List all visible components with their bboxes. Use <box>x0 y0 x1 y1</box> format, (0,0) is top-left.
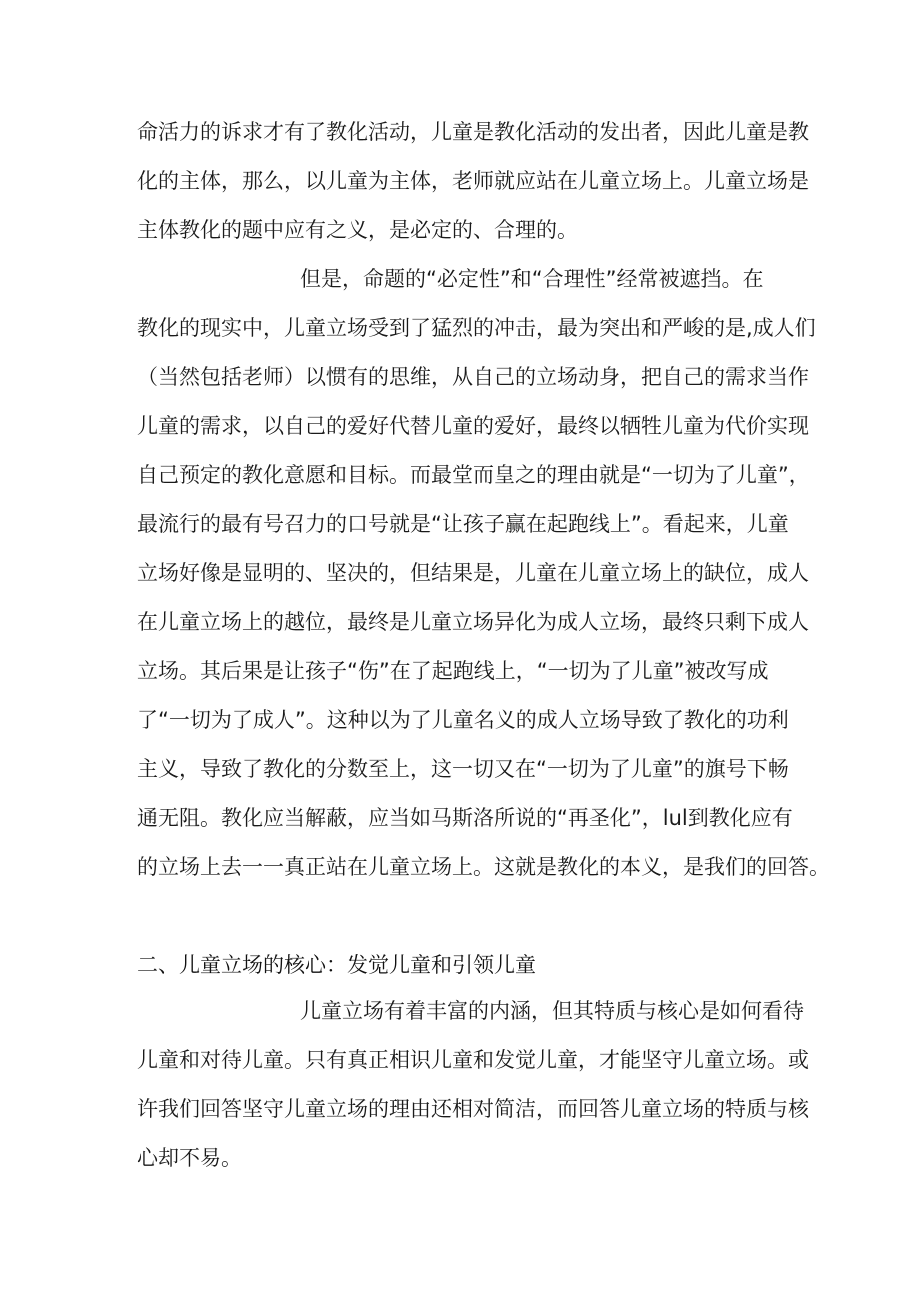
paragraph-line: 立场好像是显明的、坚决的，但结果是，儿童在儿童立场上的缺位，成人 <box>137 561 809 585</box>
paragraph-line: 教化的现实中，儿童立场受到了猛烈的冲击，最为突出和严峻的是,成人们 <box>137 316 816 340</box>
section-heading: 二、儿童立场的核心：发觉儿童和引领儿童 <box>137 953 536 977</box>
paragraph-line: 儿童和对待儿童。只有真正相识儿童和发觉儿童，才能坚守儿童立场。或 <box>137 1048 809 1072</box>
paragraph-line: 命活力的诉求才有了教化活动，儿童是教化活动的发出者，因此儿童是教 <box>137 120 809 144</box>
paragraph-line: 心却不易。 <box>137 1146 242 1170</box>
paragraph-line: 在儿童立场上的越位，最终是儿童立场异化为成人立场，最终只剩下成人 <box>137 610 809 634</box>
paragraph-line: 但是，命题的“必定性”和“合理性”经常被遮挡。在 <box>300 267 764 291</box>
paragraph-line: 通无阻。教化应当解蔽，应当如马斯洛所说的“再圣化”，lul到教化应有 <box>137 806 793 830</box>
paragraph-line: 自己预定的教化意愿和目标。而最堂而皇之的理由就是“一切为了儿童”， <box>137 463 810 487</box>
paragraph-line: 最流行的最有号召力的口号就是“让孩子赢在起跑线上”。看起来，儿童 <box>137 512 789 536</box>
paragraph-line: （当然包括老师）以惯有的思维，从自己的立场动身，把自己的需求当作 <box>137 365 809 389</box>
paragraph-line: 主体教化的题中应有之义，是必定的、合理的。 <box>137 218 578 242</box>
paragraph-line: 主义，导致了教化的分数至上，这一切又在“一切为了儿童”的旗号下畅 <box>137 757 789 781</box>
paragraph-line: 儿童的需求，以自己的爱好代替儿童的爱好，最终以牺牲儿童为代价实现 <box>137 414 809 438</box>
paragraph-line: 的立场上去一一真正站在儿童立场上。这就是教化的本义，是我们的回答。 <box>137 855 830 879</box>
paragraph-line: 化的主体，那么，以儿童为主体，老师就应站在儿童立场上。儿童立场是 <box>137 169 809 193</box>
paragraph-line: 了“一切为了成人”。这种以为了儿童名义的成人立场导致了教化的功利 <box>137 708 789 732</box>
paragraph-line: 许我们回答坚守儿童立场的理由还相对简洁，而回答儿童立场的特质与核 <box>137 1097 809 1121</box>
paragraph-line: 立场。其后果是让孩子“伤”在了起跑线上，“一切为了儿童”被改写成 <box>137 659 769 683</box>
paragraph-line: 儿童立场有着丰富的内涵，但其特质与核心是如何看待 <box>300 999 804 1023</box>
